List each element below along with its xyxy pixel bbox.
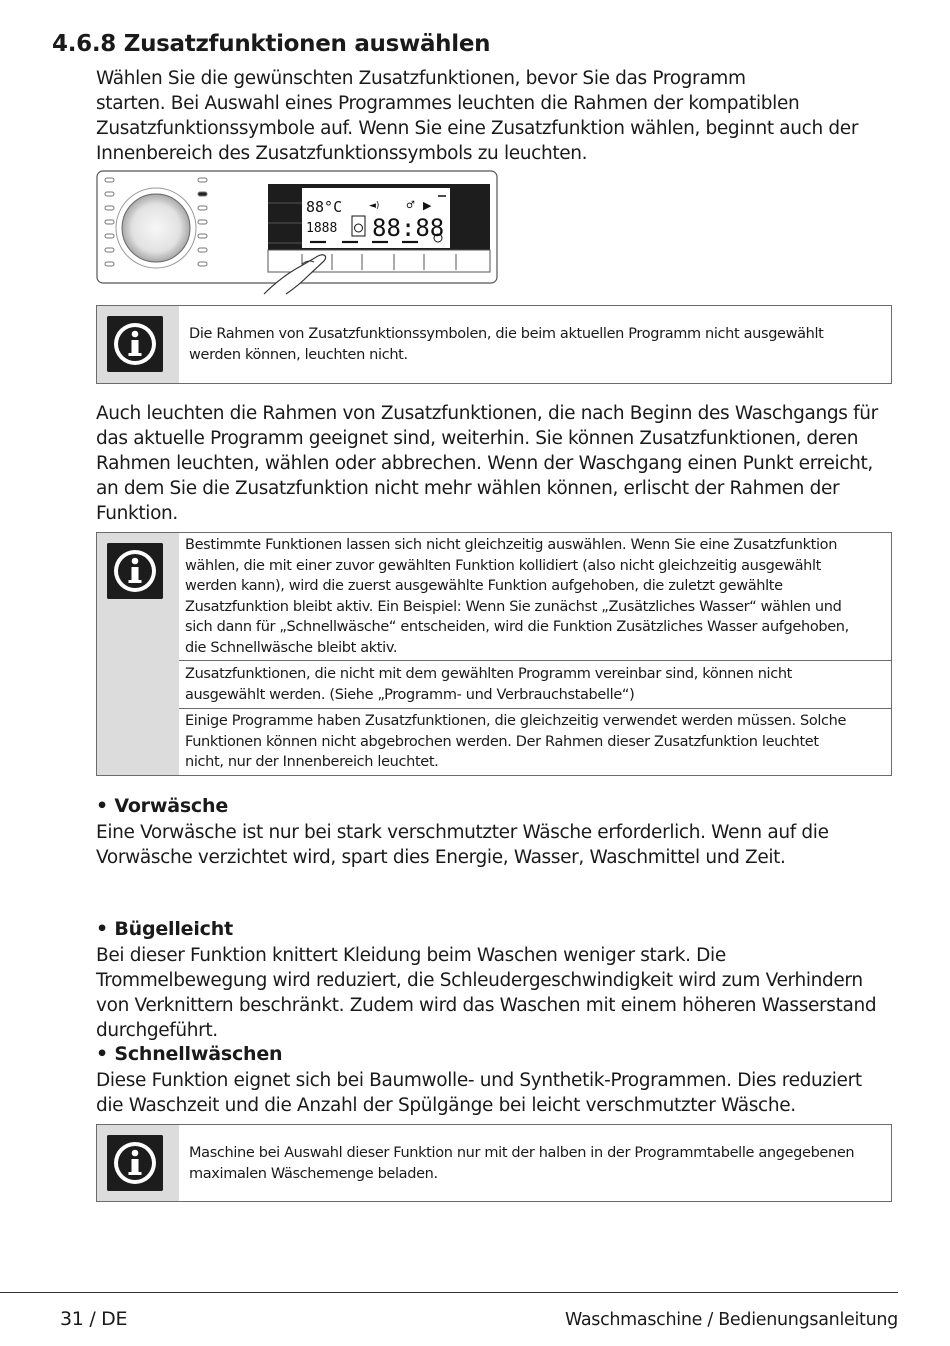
remote-icon: ♂ <box>406 200 415 211</box>
note-line: werden kann), wird die zuerst ausgewählte Funktion aufgehoben, die zuletzt gewählte <box>185 578 783 594</box>
text-line: Rahmen leuchten, wählen oder abbrechen. Wenn der Waschgang einen Punkt erreicht, <box>96 453 873 474</box>
note-divider <box>179 660 891 661</box>
info-note-1 <box>96 305 892 384</box>
page-number: 31 / DE <box>60 1308 128 1330</box>
info-note-3 <box>96 1124 892 1202</box>
buegelleicht-text <box>96 943 876 1043</box>
note-line: Die Rahmen von Zusatzfunktionssymbolen, die beim aktuellen Programm nicht ausgewählt <box>189 326 824 342</box>
text-line: das aktuelle Programm geeignet sind, weiterhin. Sie können Zusatzfunktionen, deren <box>96 428 859 449</box>
note-line: die Schnellwäsche bleibt aktiv. <box>185 639 398 656</box>
note-line: wählen, die mit einer zuvor gewählten Funktion kollidiert (also nicht gleichzeitig ausgewählt <box>185 557 821 574</box>
vorwaesche-text <box>96 820 829 870</box>
paragraph-2 <box>96 401 878 526</box>
text-line: Diese Funktion eignet sich bei Baumwolle- und Synthetik-Programmen. Dies reduziert <box>96 1070 862 1091</box>
lcd-temp: 88°C <box>306 198 343 216</box>
text-line: Auch leuchten die Rahmen von Zusatzfunktionen, die nach Beginn des Waschgangs für <box>96 403 878 424</box>
note-line: Einige Programme haben Zusatzfunktionen, die gleichzeitig verwendet werden müssen. Solche <box>185 713 847 729</box>
note-line: Bestimmte Funktionen lassen sich nicht gleichzeitig auswählen. Wenn Sie eine Zusatzfunktion <box>185 537 838 553</box>
note-line: Funktionen können nicht abgebrochen werden. Der Rahmen dieser Zusatzfunktion leuchtet <box>185 733 819 750</box>
note-line: ausgewählt werden. (Siehe „Programm- und Verbrauchstabelle“) <box>185 686 635 703</box>
text-line: Innenbereich des Zusatzfunktionssymbols zu leuchten. <box>96 143 588 164</box>
schnellwaschen-text <box>96 1068 862 1118</box>
note-divider <box>179 708 891 709</box>
text-line: an dem Sie die Zusatzfunktion nicht mehr wählen können, erlischt der Rahmen der <box>96 478 840 499</box>
start-icon: ▶ <box>423 199 432 212</box>
lcd-time: 88:88 <box>372 214 445 242</box>
intro-paragraph <box>96 66 858 166</box>
info-icon <box>107 543 163 599</box>
section-heading: 4.6.8 Zusatzfunktionen auswählen <box>52 31 491 57</box>
text-line: Trommelbewegung wird reduziert, die Schleudergeschwindigkeit wird zum Verhindern <box>96 970 863 991</box>
text-line: Vorwäsche verzichtet wird, spart dies Energie, Wasser, Waschmittel und Zeit. <box>96 847 786 868</box>
control-panel-illustration <box>96 170 500 296</box>
info-note-2 <box>96 532 892 776</box>
note-line: maximalen Wäschemenge beladen. <box>189 1165 438 1182</box>
text-line: Funktion. <box>96 503 178 524</box>
note-sidebar <box>97 1125 179 1201</box>
note-line: Zusatzfunktionen, die nicht mit dem gewählten Programm vereinbar sind, können nicht <box>185 666 793 682</box>
vorwaesche-heading: • Vorwäsche <box>96 795 229 817</box>
note-sidebar <box>97 533 179 775</box>
text-line: Eine Vorwäsche ist nur bei stark verschmutzter Wäsche erforderlich. Wenn auf die <box>96 822 829 843</box>
schnellwaschen-heading: • Schnellwäschen <box>96 1043 283 1065</box>
note-sidebar <box>97 306 179 383</box>
text-line: von Verknittern beschränkt. Zudem wird das Waschen mit einem höheren Wasserstand <box>96 995 877 1016</box>
info-icon <box>107 316 163 372</box>
text-line: durchgeführt. <box>96 1020 218 1041</box>
lcd-speed: 1888 <box>306 221 338 236</box>
note-line: Maschine bei Auswahl dieser Funktion nur mit der halben in der Programmtabelle angegebenen <box>189 1145 855 1161</box>
text-line: starten. Bei Auswahl eines Programmes leuchten die Rahmen der kompatiblen <box>96 93 800 114</box>
program-knob <box>122 194 190 262</box>
note-line: nicht, nur der Innenbereich leuchtet. <box>185 754 439 770</box>
note-line: Zusatzfunktion bleibt aktiv. Ein Beispiel: Wenn Sie zunächst „Zusätzliches Wasser“ wählen und <box>185 598 842 615</box>
text-line: Bei dieser Funktion knittert Kleidung beim Waschen weniger stark. Die <box>96 945 726 966</box>
note-line: sich dann für „Schnellwäsche“ entscheiden, wird die Funktion Zusätzliches Wasser aufgehoben, <box>185 619 849 635</box>
text-line: Zusatzfunktionssymbole auf. Wenn Sie eine Zusatzfunktion wählen, beginnt auch der <box>96 118 859 139</box>
footer-rule <box>0 1292 898 1293</box>
text-line: Wählen Sie die gewünschten Zusatzfunktionen, bevor Sie das Programm <box>96 68 746 89</box>
document-title: Waschmaschine / Bedienungsanleitung <box>564 1310 898 1330</box>
note-line: werden können, leuchten nicht. <box>189 346 408 363</box>
info-icon <box>107 1135 163 1191</box>
text-line: die Waschzeit und die Anzahl der Spülgänge bei leicht verschmutzter Wäsche. <box>96 1095 796 1116</box>
sound-icon: ◄) <box>369 201 380 211</box>
buegelleicht-heading: • Bügelleicht <box>96 918 233 940</box>
